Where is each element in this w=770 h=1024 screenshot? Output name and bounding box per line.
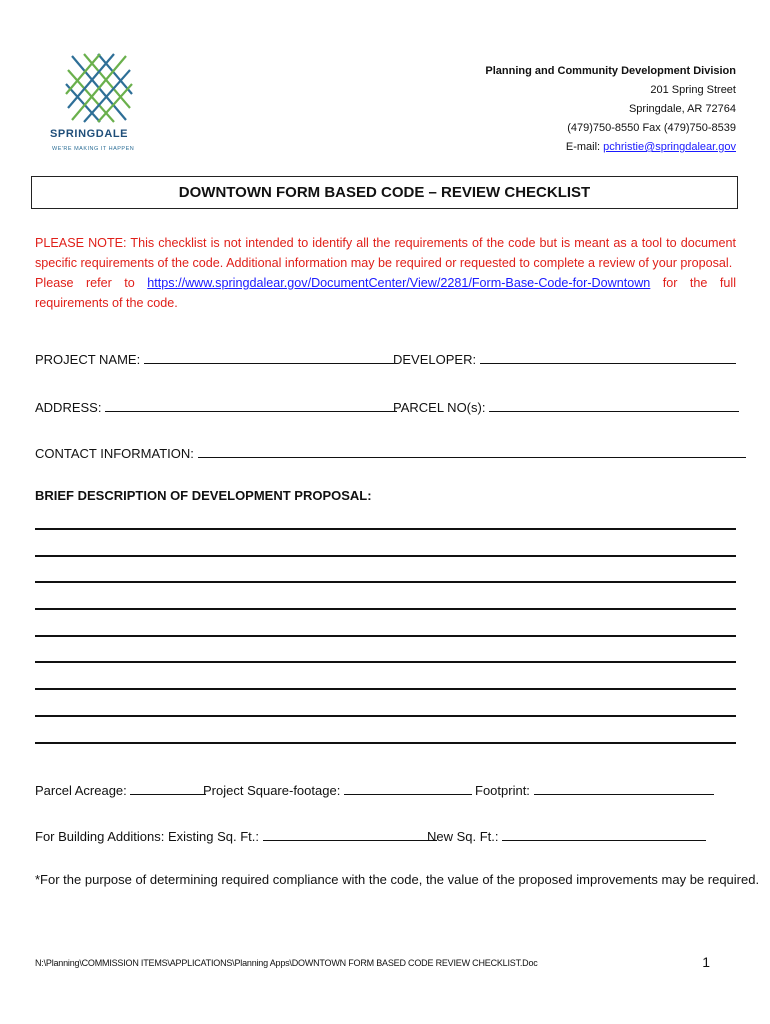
parcel-acreage-blank[interactable] — [130, 781, 206, 795]
new-sqft-field[interactable] — [427, 827, 706, 844]
contact-information-label: CONTACT INFORMATION: — [35, 446, 194, 461]
description-line[interactable] — [35, 688, 736, 690]
street-address: 201 Spring Street — [650, 84, 736, 96]
city-state-zip: Springdale, AR 72764 — [628, 103, 736, 115]
email-link[interactable]: pchristie@springdalear.gov — [603, 141, 736, 153]
logo-brand-text: SPRINGDALE — [50, 128, 129, 140]
note-text: PLEASE NOTE: This checklist is not intended to identify all the requirements of the code but is meant as a tool to document specific requirements of the code. Additional information may be required or requested to complete a review of your proposal. — [35, 236, 736, 270]
logo-tagline: WE'RE MAKING IT HAPPEN — [52, 146, 135, 152]
developer-field[interactable] — [393, 350, 736, 367]
contact-information-field[interactable] — [35, 444, 746, 461]
contact-block — [485, 62, 736, 157]
parcel-nos-field[interactable] — [393, 398, 739, 415]
project-name-blank[interactable] — [144, 350, 394, 364]
description-line[interactable] — [35, 742, 736, 744]
new-sqft-label: New Sq. Ft.: — [427, 829, 499, 844]
existing-sqft-field[interactable] — [35, 827, 437, 844]
valuation-footnote: *For the purpose of determining required compliance with the code, the value of the proposed improvements may be required. — [35, 872, 760, 887]
phone-fax: (479)750-8550 Fax (479)750-8539 — [567, 122, 736, 134]
project-name-label: PROJECT NAME: — [35, 352, 141, 367]
springdale-logo — [48, 52, 148, 162]
developer-blank[interactable] — [480, 350, 736, 364]
parcel-nos-blank[interactable] — [489, 398, 739, 412]
page-title: DOWNTOWN FORM BASED CODE – REVIEW CHECKLIST — [31, 176, 738, 209]
description-line[interactable] — [35, 635, 736, 637]
logo-lattice-icon — [64, 52, 134, 124]
email-line — [485, 138, 736, 157]
file-path-footer: N:\Planning\COMMISSION ITEMS\APPLICATIONS\Planning Apps\DOWNTOWN FORM BASED CODE REVIEW CHECKLIST.Doc — [35, 958, 538, 968]
division-name: Planning and Community Development Division — [485, 65, 736, 77]
email-label: E-mail: — [565, 141, 604, 153]
form-base-code-link[interactable]: https://www.springdalear.gov/DocumentCenter/View/2281/Form-Base-Code-for-Downtown — [147, 276, 651, 290]
note-tail-text: for the full requirements of the code. — [35, 276, 736, 310]
please-note-paragraph — [35, 233, 736, 313]
existing-sqft-label: For Building Additions: Existing Sq. Ft.: — [35, 829, 259, 844]
developer-label: DEVELOPER: — [393, 352, 477, 367]
parcel-acreage-field[interactable] — [35, 781, 206, 798]
description-line[interactable] — [35, 555, 736, 557]
project-square-footage-field[interactable] — [203, 781, 472, 798]
address-blank[interactable] — [105, 398, 397, 412]
description-line[interactable] — [35, 581, 736, 583]
description-line[interactable] — [35, 715, 736, 717]
description-lines[interactable] — [35, 528, 736, 768]
address-field[interactable] — [35, 398, 397, 415]
footprint-label: Footprint: — [475, 783, 530, 798]
contact-information-blank[interactable] — [198, 444, 746, 458]
description-line[interactable] — [35, 661, 736, 663]
parcel-acreage-label: Parcel Acreage: — [35, 783, 127, 798]
note-refer-text: Please refer to — [35, 276, 148, 290]
description-line[interactable] — [35, 528, 736, 530]
footprint-blank[interactable] — [534, 781, 714, 795]
parcel-nos-label: PARCEL NO(s): — [393, 400, 486, 415]
new-sqft-blank[interactable] — [502, 827, 706, 841]
description-heading: BRIEF DESCRIPTION OF DEVELOPMENT PROPOSAL: — [35, 488, 372, 503]
project-name-field[interactable] — [35, 350, 394, 367]
project-square-footage-blank[interactable] — [344, 781, 472, 795]
address-label: ADDRESS: — [35, 400, 102, 415]
description-line[interactable] — [35, 608, 736, 610]
page-number: 1 — [702, 954, 710, 970]
project-square-footage-label: Project Square-footage: — [203, 783, 341, 798]
existing-sqft-blank[interactable] — [263, 827, 437, 841]
footprint-field[interactable] — [475, 781, 714, 798]
